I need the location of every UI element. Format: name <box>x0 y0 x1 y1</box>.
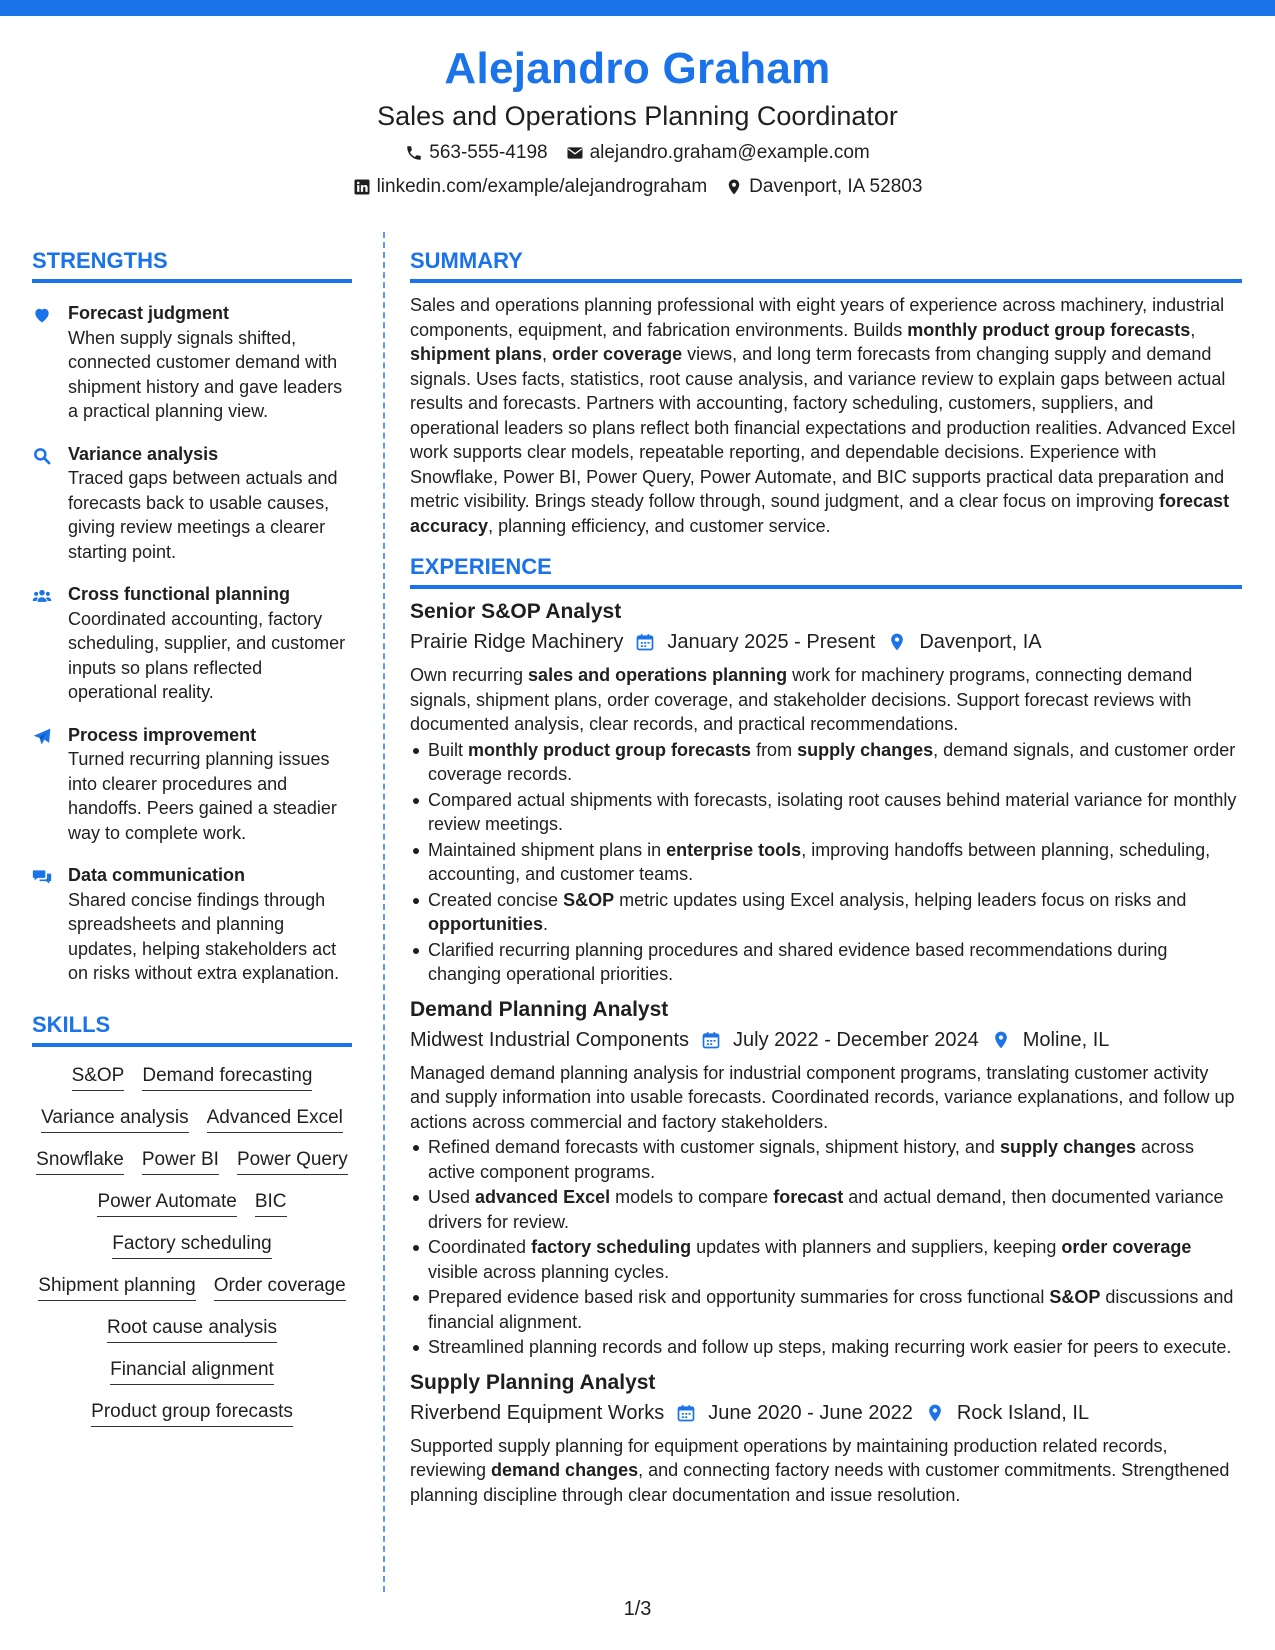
skill-tag: Product group forecasts <box>91 1399 293 1427</box>
job-location: Davenport, IA <box>919 631 1042 653</box>
resume-header <box>0 40 1275 202</box>
emphasis-text: supply changes <box>999 1137 1136 1157</box>
emphasis-text: forecast <box>773 1187 844 1207</box>
strength-title: Variance analysis <box>68 443 219 464</box>
emphasis-text: sales and operations planning <box>528 665 788 685</box>
text-segment: , demand signals, and customer order coverage records. <box>428 739 1236 784</box>
emphasis-text: advanced Excel <box>475 1187 611 1207</box>
search-icon <box>32 442 68 565</box>
skill-row <box>112 1231 271 1259</box>
text-segment: updates with planners and suppliers, keeping <box>691 1237 1062 1257</box>
calendar-icon <box>701 1030 721 1050</box>
contact-row-2 <box>0 172 1275 202</box>
map-pin-icon <box>991 1030 1011 1050</box>
emphasis-text: demand changes <box>491 1460 639 1480</box>
emphasis-text: shipment plans <box>410 344 543 364</box>
text-segment: Created concise <box>428 889 564 910</box>
text-segment: discussions and financial alignment. <box>428 1287 1234 1332</box>
company-name: Riverbend Equipment Works <box>410 1401 665 1424</box>
skill-row <box>91 1399 293 1427</box>
skill-row <box>36 1147 348 1175</box>
contact-linkedin[interactable] <box>353 172 708 202</box>
text-segment: Supported supply planning for equipment operations by maintaining production related records, reviewing <box>410 1435 1168 1480</box>
job-location: Moline, IL <box>1022 1028 1110 1051</box>
strength-item <box>32 723 352 846</box>
bullet-item <box>410 788 1242 837</box>
skill-row <box>41 1105 343 1133</box>
bullet-item <box>410 1285 1242 1334</box>
strength-title: Process improvement <box>68 724 257 745</box>
text-segment: Clarified recurring planning procedures and shared evidence based recommendations during changing operational priorities. <box>428 939 1168 984</box>
emphasis-text: S&OP <box>1049 1287 1101 1307</box>
text-segment: Maintained shipment plans in <box>428 839 667 860</box>
job-meta <box>410 1398 1242 1428</box>
emphasis-text: order coverage <box>552 344 683 364</box>
skill-row <box>110 1357 274 1385</box>
emphasis-text: forecast accuracy <box>410 491 1230 536</box>
summary-heading: SUMMARY <box>410 246 1242 283</box>
text-segment: Coordinated <box>428 1237 532 1257</box>
emphasis-text: monthly product group forecasts <box>907 319 1191 340</box>
skill-tag: BIC <box>255 1189 287 1217</box>
calendar-icon <box>676 1403 696 1423</box>
location-text: Davenport, IA 52803 <box>749 176 923 197</box>
job-dates: July 2022 - December 2024 <box>733 1028 979 1051</box>
text-segment: , and connecting factory needs with customer commitments. Strengthened planning discipline through clear documentation and issue resolution. <box>410 1460 1230 1505</box>
emphasis-text: supply changes <box>797 739 934 760</box>
strength-title: Forecast judgment <box>68 303 230 323</box>
map-pin-icon <box>887 632 907 652</box>
text-segment: Prepared evidence based risk and opportunity summaries for cross functional <box>428 1287 1050 1307</box>
skill-row <box>107 1315 277 1343</box>
strength-text: When supply signals shifted, connected customer demand with shipment history and gave leaders a practical planning view. <box>68 327 343 421</box>
envelope-icon <box>566 144 584 162</box>
linkedin-icon <box>353 178 371 196</box>
job-title: Supply Planning Analyst <box>410 1370 656 1394</box>
text-segment: , planning efficiency, and customer service. <box>488 515 831 536</box>
skill-row <box>97 1189 286 1217</box>
skill-tag: S&OP <box>72 1063 125 1091</box>
text-segment: across active component programs. <box>428 1137 1195 1182</box>
text-segment: Managed demand planning analysis for industrial component programs, translating customer activity and supply information into usable forecasts. Coordinated records, variance explanations, and follow up actions across commercial and factory stakeholders. <box>410 1062 1235 1132</box>
skill-tag: Shipment planning <box>38 1273 195 1301</box>
strength-text: Shared concise findings through spreadsheets and planning updates, helping stakeholders act on risks without extra explanation. <box>68 889 340 983</box>
company-name: Midwest Industrial Components <box>410 1028 690 1051</box>
text-segment: visible across planning cycles. <box>428 1261 670 1282</box>
text-segment: views, and long term forecasts from changing supply and demand signals. Uses facts, statistics, root cause analysis, and variance review to explain gaps between actual results and forecasts. Partners with accounting, factory scheduling, customers, suppliers, and operational leaders so plans reflect both financial expectations and production realities. Advanced Excel work supports clear models, repeatable reporting, and dependable decisions. Experience with Snowflake, Power BI, Power Query, Power Automate, and BIC supports practical data preparation and metric visibility. Brings steady follow through, sound judgment, and a clear focus on improving <box>410 344 1236 511</box>
comments-icon <box>32 863 68 986</box>
text-segment: , <box>542 344 553 364</box>
text-segment: Built <box>428 739 469 760</box>
emphasis-text: factory scheduling <box>531 1237 692 1257</box>
text-segment: Own recurring <box>410 665 529 685</box>
strength-item <box>32 863 352 986</box>
text-segment: , improving handoffs between planning, scheduling, accounting, and customer teams. <box>428 839 1211 884</box>
bullet-item <box>410 888 1242 937</box>
job-location: Rock Island, IL <box>956 1401 1090 1424</box>
skill-tag: Power Query <box>237 1147 348 1175</box>
strength-item <box>32 301 352 424</box>
strength-title: Cross functional planning <box>68 584 291 604</box>
skill-tag: Factory scheduling <box>112 1231 271 1259</box>
job-dates: January 2025 - Present <box>667 631 876 653</box>
bullet-item <box>410 1135 1242 1184</box>
bullet-item <box>410 1235 1242 1284</box>
skill-tag: Variance analysis <box>41 1105 189 1133</box>
emphasis-text: order coverage <box>1061 1237 1192 1257</box>
skills-list <box>32 1063 352 1427</box>
phone-icon <box>405 144 423 162</box>
phone-text: 563-555-4198 <box>429 142 548 163</box>
skill-row <box>38 1273 345 1301</box>
job-entry <box>410 1368 1242 1508</box>
experience-heading: EXPERIENCE <box>410 552 1242 589</box>
text-segment: . <box>543 914 549 934</box>
contact-email[interactable] <box>566 138 870 168</box>
contact-row-1 <box>0 138 1275 168</box>
job-description <box>410 1434 1242 1508</box>
map-pin-icon <box>725 178 743 196</box>
job-meta <box>410 1025 1242 1055</box>
skill-tag: Power BI <box>142 1147 219 1175</box>
strength-text: Coordinated accounting, factory scheduling, supplier, and customer inputs so plans reflected operational reality. <box>68 608 346 702</box>
bullet-item <box>410 1185 1242 1234</box>
skills-heading: SKILLS <box>32 1010 352 1047</box>
strength-title: Data communication <box>68 865 246 885</box>
calendar-icon <box>635 632 655 652</box>
contact-location <box>725 172 922 202</box>
text-segment: Used <box>428 1187 476 1207</box>
experience-list <box>410 597 1242 1507</box>
heart-icon <box>32 301 68 424</box>
strength-text: Turned recurring planning issues into clearer procedures and handoffs. Peers gained a steadier way to complete work. <box>68 749 337 843</box>
text-segment: Compared actual shipments with forecasts, isolating root causes behind material variance for monthly review meetings. <box>428 789 1237 834</box>
text-segment: Sales and operations planning professional with eight years of experience across machinery, industrial components, equipment, and fabrication environments. Builds <box>410 295 1225 340</box>
right-column <box>410 246 1242 1507</box>
candidate-name: Alejandro Graham <box>444 44 831 93</box>
skill-tag: Financial alignment <box>110 1357 274 1385</box>
strengths-heading: STRENGTHS <box>32 246 352 283</box>
paper-plane-icon <box>32 723 68 846</box>
company-name: Prairie Ridge Machinery <box>410 631 624 653</box>
candidate-title: Sales and Operations Planning Coordinator <box>377 101 898 131</box>
text-segment: models to compare <box>610 1187 774 1207</box>
left-column <box>32 246 352 1427</box>
linkedin-text[interactable]: linkedin.com/example/alejandrograham <box>376 176 708 197</box>
strength-item <box>32 582 352 705</box>
skill-tag: Power Automate <box>97 1189 236 1217</box>
job-entry <box>410 597 1242 987</box>
bullet-item <box>410 1335 1242 1360</box>
column-divider <box>383 232 385 1592</box>
job-meta <box>410 627 1242 657</box>
skill-tag: Root cause analysis <box>107 1315 277 1343</box>
bullet-item <box>410 938 1242 987</box>
text-segment: and actual demand, then documented variance drivers for review. <box>428 1187 1224 1232</box>
emphasis-text: S&OP <box>563 889 615 910</box>
text-segment: Streamlined planning records and follow up steps, making recurring work easier for peers to execute. <box>428 1337 1232 1357</box>
map-pin-icon <box>925 1403 945 1423</box>
summary-text <box>410 293 1242 538</box>
bullet-item <box>410 838 1242 887</box>
job-description <box>410 1061 1242 1135</box>
text-segment: work for machinery programs, connecting demand signals, shipment plans, order coverage, and stakeholder decisions. Support forecast reviews with documented analysis, clear records, and practical recommendations. <box>410 665 1193 734</box>
job-entry <box>410 995 1242 1360</box>
job-description <box>410 663 1242 737</box>
strength-text: Traced gaps between actuals and forecasts back to usable causes, giving review meetings a clearer starting point. <box>68 468 338 562</box>
skill-tag: Demand forecasting <box>142 1063 312 1091</box>
emphasis-text: monthly product group forecasts <box>468 739 752 760</box>
text-segment: from <box>751 739 798 760</box>
job-title: Senior S&OP Analyst <box>410 600 622 623</box>
text-segment: metric updates using Excel analysis, helping leaders focus on risks and <box>614 889 1187 910</box>
top-accent-bar <box>0 0 1275 16</box>
skill-tag: Order coverage <box>214 1273 346 1301</box>
strength-item <box>32 442 352 565</box>
job-bullets <box>410 738 1242 987</box>
job-bullets <box>410 1135 1242 1360</box>
skill-row <box>72 1063 313 1091</box>
text-segment: Refined demand forecasts with customer signals, shipment history, and <box>428 1137 1000 1157</box>
skill-tag: Snowflake <box>36 1147 124 1175</box>
emphasis-text: enterprise tools <box>666 839 802 860</box>
emphasis-text: opportunities <box>428 914 543 934</box>
email-text[interactable]: alejandro.graham@example.com <box>589 142 870 163</box>
users-icon <box>32 582 68 705</box>
page-number: 1/3 <box>623 1598 652 1620</box>
bullet-item <box>410 738 1242 787</box>
contact-phone <box>405 138 547 168</box>
job-title: Demand Planning Analyst <box>410 997 669 1021</box>
skill-tag: Advanced Excel <box>207 1105 343 1133</box>
job-dates: June 2020 - June 2022 <box>708 1401 913 1424</box>
text-segment: , <box>1190 319 1196 340</box>
